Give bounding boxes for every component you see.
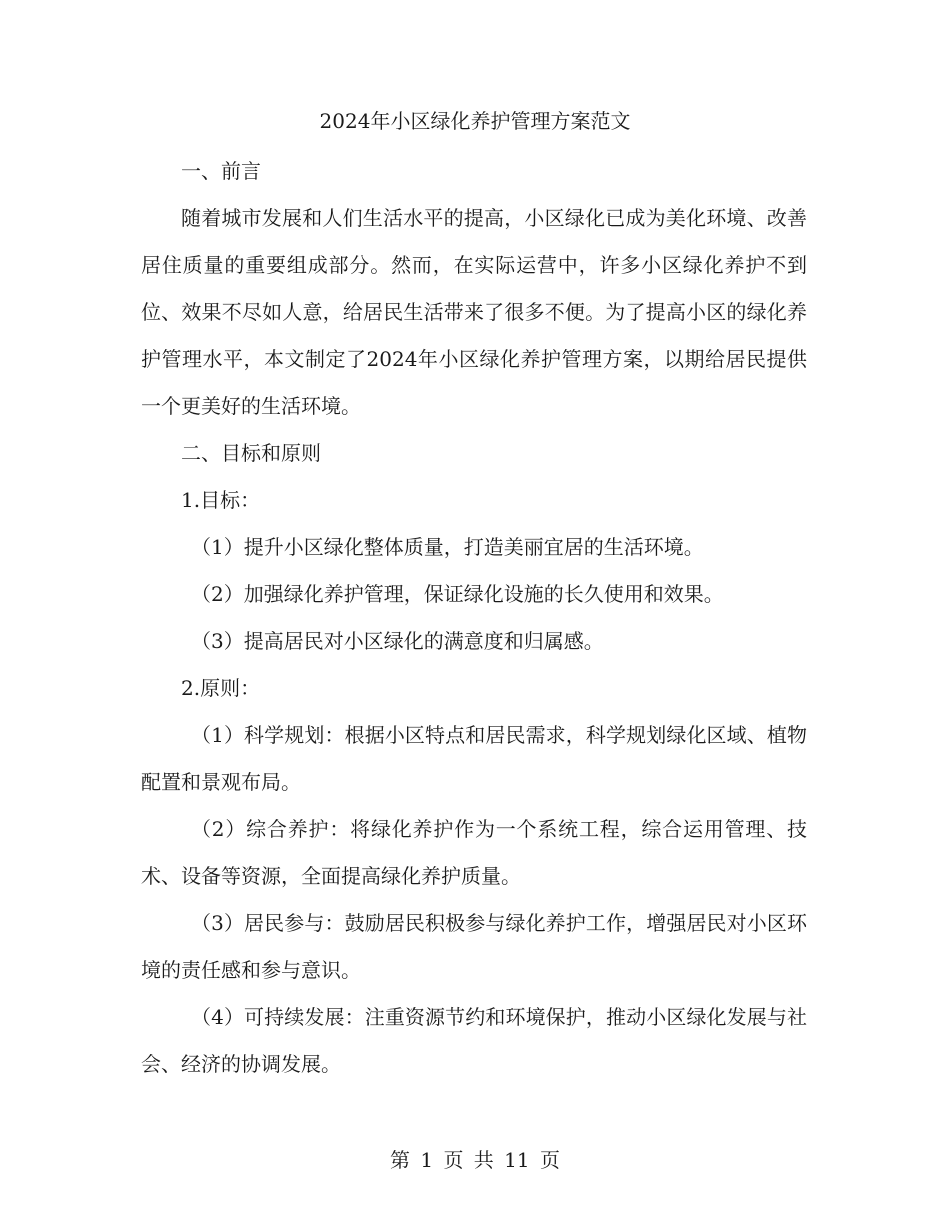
document-body (141, 148, 807, 1088)
section-heading-goals-principles: 二、目标和原则 (181, 441, 321, 465)
section-heading-preface: 一、前言 (181, 159, 261, 183)
principle-item-1: （1）科学规划：根据小区特点和居民需求，科学规划绿化区域、植物配置和景观布局。 (141, 723, 807, 794)
goal-item-3: （3）提高居民对小区绿化的满意度和归属感。 (191, 629, 604, 653)
goal-item-1: （1）提升小区绿化整体质量，打造美丽宜居的生活环境。 (191, 535, 704, 559)
principle-item-4: （4）可持续发展：注重资源节约和环境保护，推动小区绿化发展与社会、经济的协调发展。 (141, 1005, 807, 1076)
principle-item-2: （2）综合养护：将绿化养护作为一个系统工程，综合运用管理、技术、设备等资源，全面提高绿化养护质量。 (141, 817, 807, 888)
document-title: 2024年小区绿化养护管理方案范文 (319, 109, 631, 133)
subheading-goals: 1.目标： (181, 488, 261, 512)
goal-item-2: （2）加强绿化养护管理，保证绿化设施的长久使用和效果。 (191, 582, 724, 606)
subheading-principles: 2.原则： (181, 676, 261, 700)
page-number-footer: 第 1 页 共 11 页 (390, 1148, 560, 1172)
paragraph-preface-body: 随着城市发展和人们生活水平的提高，小区绿化已成为美化环境、改善居住质量的重要组成部分。然而，在实际运营中，许多小区绿化养护不到位、效果不尽如人意，给居民生活带来了很多不便。为了提高小区的绿化养护管理水平，本文制定了2024年小区绿化养护管理方案，以期给居民提供一个更美好的生活环境。 (141, 206, 807, 418)
principle-item-3: （3）居民参与：鼓励居民积极参与绿化养护工作，增强居民对小区环境的责任感和参与意识。 (141, 911, 807, 982)
